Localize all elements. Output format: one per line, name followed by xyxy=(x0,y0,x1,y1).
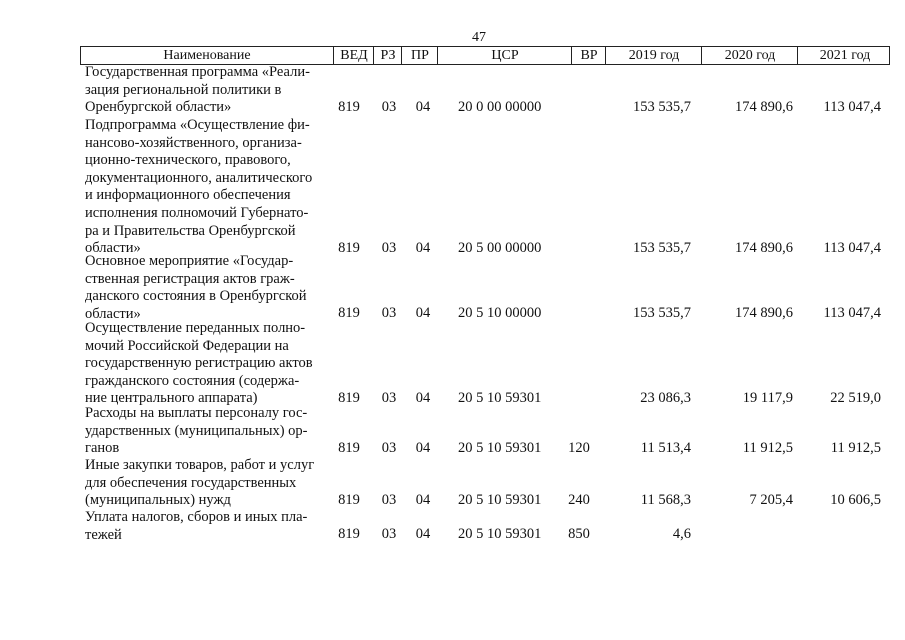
table-row xyxy=(0,117,905,258)
row-vr: 240 xyxy=(568,492,590,509)
row-pr: 04 xyxy=(415,305,431,322)
row-2020: 174 890,6 xyxy=(735,305,793,322)
row-csr: 20 5 00 00000 xyxy=(458,240,542,257)
table-row xyxy=(0,509,905,544)
row-ved: 819 xyxy=(338,526,360,543)
row-pr: 04 xyxy=(415,492,431,509)
table-row xyxy=(0,457,905,510)
header-pr: ПР xyxy=(401,47,438,64)
row-2019: 153 535,7 xyxy=(633,240,691,257)
header-2019: 2019 год xyxy=(605,47,702,64)
row-name: Государственная программа «Реали- зация региональной политики в Оренбургской области» xyxy=(85,64,310,116)
row-rz: 03 xyxy=(381,390,397,407)
row-2021: 22 519,0 xyxy=(830,390,881,407)
row-2020: 174 890,6 xyxy=(735,240,793,257)
row-rz: 03 xyxy=(381,440,397,457)
row-ved: 819 xyxy=(338,492,360,509)
header-2021: 2021 год xyxy=(797,47,892,64)
row-vr: 120 xyxy=(568,440,590,457)
row-2019: 153 535,7 xyxy=(633,99,691,116)
row-ved: 819 xyxy=(338,390,360,407)
row-name: Расходы на выплаты персоналу гос- ударственных (муниципальных) ор- ганов xyxy=(85,405,308,457)
row-ved: 819 xyxy=(338,305,360,322)
header-vr: ВР xyxy=(571,47,606,64)
row-pr: 04 xyxy=(415,99,431,116)
table-row xyxy=(0,64,905,117)
table-row xyxy=(0,320,905,408)
row-2021: 11 912,5 xyxy=(830,440,881,457)
header-csr: ЦСР xyxy=(437,47,572,64)
row-pr: 04 xyxy=(415,440,431,457)
row-name: Осуществление переданных полно- мочий Российской Федерации на государственную регистрацию актов гражданского состояния (содержа- ние центрального аппарата) xyxy=(85,320,313,407)
row-2020: 174 890,6 xyxy=(735,99,793,116)
row-ved: 819 xyxy=(338,240,360,257)
row-csr: 20 5 10 59301 xyxy=(458,440,542,457)
row-rz: 03 xyxy=(381,99,397,116)
row-name: Основное мероприятие «Государ- ственная регистрация актов граж- данского состояния в Оренбургской области» xyxy=(85,253,307,322)
row-rz: 03 xyxy=(381,305,397,322)
row-2019: 11 513,4 xyxy=(640,440,691,457)
page-number: 47 xyxy=(472,30,486,45)
header-rz: РЗ xyxy=(373,47,402,64)
row-name: Подпрограмма «Осуществление фи- нансово-хозяйственного, организа- ционно-технического, правового, документационного, аналитического и информационного обеспечения исполнения полномочий Губернато- ра и Правительства Оренбургской области» xyxy=(85,117,313,257)
table-row xyxy=(0,253,905,323)
row-pr: 04 xyxy=(415,390,431,407)
row-rz: 03 xyxy=(381,492,397,509)
row-2019: 23 086,3 xyxy=(640,390,691,407)
row-2019: 153 535,7 xyxy=(633,305,691,322)
row-csr: 20 5 10 59301 xyxy=(458,390,542,407)
row-2020: 7 205,4 xyxy=(749,492,793,509)
row-csr: 20 5 10 59301 xyxy=(458,492,542,509)
row-ved: 819 xyxy=(338,99,360,116)
row-2019: 4,6 xyxy=(672,526,691,543)
row-name: Иные закупки товаров, работ и услуг для обеспечения государственных (муниципальных) нужд xyxy=(85,457,315,509)
row-csr: 20 0 00 00000 xyxy=(458,99,542,116)
row-2021: 113 047,4 xyxy=(823,305,881,322)
table-header xyxy=(80,46,890,65)
row-2020: 11 912,5 xyxy=(742,440,793,457)
row-ved: 819 xyxy=(338,440,360,457)
row-csr: 20 5 10 59301 xyxy=(458,526,542,543)
row-rz: 03 xyxy=(381,526,397,543)
header-ved: ВЕД xyxy=(333,47,374,64)
table-row xyxy=(0,405,905,458)
row-vr: 850 xyxy=(568,526,590,543)
row-2019: 11 568,3 xyxy=(640,492,691,509)
row-rz: 03 xyxy=(381,240,397,257)
row-2021: 113 047,4 xyxy=(823,99,881,116)
row-csr: 20 5 10 00000 xyxy=(458,305,542,322)
row-name: Уплата налогов, сборов и иных пла- тежей xyxy=(85,509,308,543)
header-name: Наименование xyxy=(163,48,251,63)
header-2020: 2020 год xyxy=(701,47,798,64)
row-pr: 04 xyxy=(415,240,431,257)
row-2020: 19 117,9 xyxy=(742,390,793,407)
row-2021: 113 047,4 xyxy=(823,240,881,257)
row-2021: 10 606,5 xyxy=(830,492,881,509)
row-pr: 04 xyxy=(415,526,431,543)
